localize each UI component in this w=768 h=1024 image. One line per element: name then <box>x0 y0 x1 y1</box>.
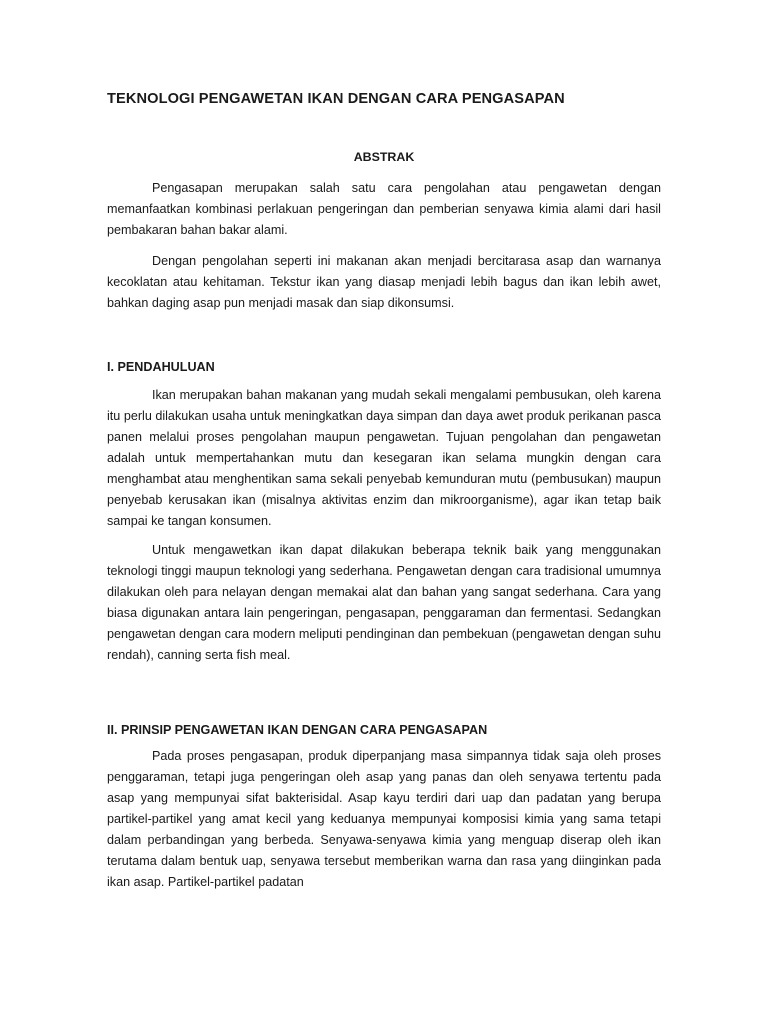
document-title: TEKNOLOGI PENGAWETAN IKAN DENGAN CARA PENGASAPAN <box>107 91 565 107</box>
section-heading-pendahuluan: I. PENDAHULUAN <box>107 360 215 374</box>
abstract-paragraph-1: Pengasapan merupakan salah satu cara pengolahan atau pengawetan dengan memanfaatkan kombinasi perlakuan pengeringan dan pemberian senyawa kimia alami dari hasil pembakaran bahan bakar alami. <box>107 181 661 237</box>
pendahuluan-paragraph-2: Untuk mengawetkan ikan dapat dilakukan beberapa teknik baik yang menggunakan teknologi tinggi maupun teknologi yang sederhana. Pengawetan dengan cara tradisional umumnya dilakukan oleh para nelayan dengan memakai alat dan bahan yang sangat sederhana. Cara yang biasa digunakan antara lain pengeringan, pengasapan, penggaraman dan fermentasi. Sedangkan pengawetan dengan cara modern meliputi pendinginan dan pembekuan (pengawetan dengan suhu rendah), canning serta fish meal. <box>107 543 661 662</box>
prinsip-paragraph-1: Pada proses pengasapan, produk diperpanjang masa simpannya tidak saja oleh proses penggaraman, tetapi juga pengeringan oleh asap yang panas dan oleh senyawa tertentu pada asap yang mempunyai sifat bakterisidal. Asap kayu terdiri dari uap dan padatan yang berupa partikel-partikel yang amat kecil yang keduanya mempunyai komposisi kimia yang sama tetapi dalam perbandingan yang berbeda. Senyawa-senyawa kimia yang menguap diserap oleh ikan terutama dalam bentuk uap, senyawa tersebut memberikan warna dan rasa yang diinginkan pada ikan asap. Partikel-partikel padatan <box>107 749 661 889</box>
abstract-heading: ABSTRAK <box>353 150 415 164</box>
abstract-paragraph-2: Dengan pengolahan seperti ini makanan akan menjadi bercitarasa asap dan warnanya kecoklatan atau kehitaman. Tekstur ikan yang diasap menjadi lebih bagus dan ikan lebih awet, bahkan daging asap pun menjadi masak dan siap dikonsumsi. <box>107 254 661 310</box>
pendahuluan-paragraph-1: Ikan merupakan bahan makanan yang mudah sekali mengalami pembusukan, oleh karena itu perlu dilakukan usaha untuk meningkatkan daya simpan dan daya awet produk perikanan pasca panen melalui proses pengolahan maupun pengawetan. Tujuan pengolahan dan pengawetan adalah untuk mempertahankan mutu dan kesegaran ikan selama mungkin dengan cara menghambat atau menghentikan sama sekali penyebab kemunduran mutu (pembusukan) maupun penyebab kerusakan ikan (misalnya aktivitas enzim dan mikroorganisme), agar ikan tetap baik sampai ke tangan konsumen. <box>107 388 661 528</box>
section-heading-prinsip: II. PRINSIP PENGAWETAN IKAN DENGAN CARA PENGASAPAN <box>107 723 488 737</box>
